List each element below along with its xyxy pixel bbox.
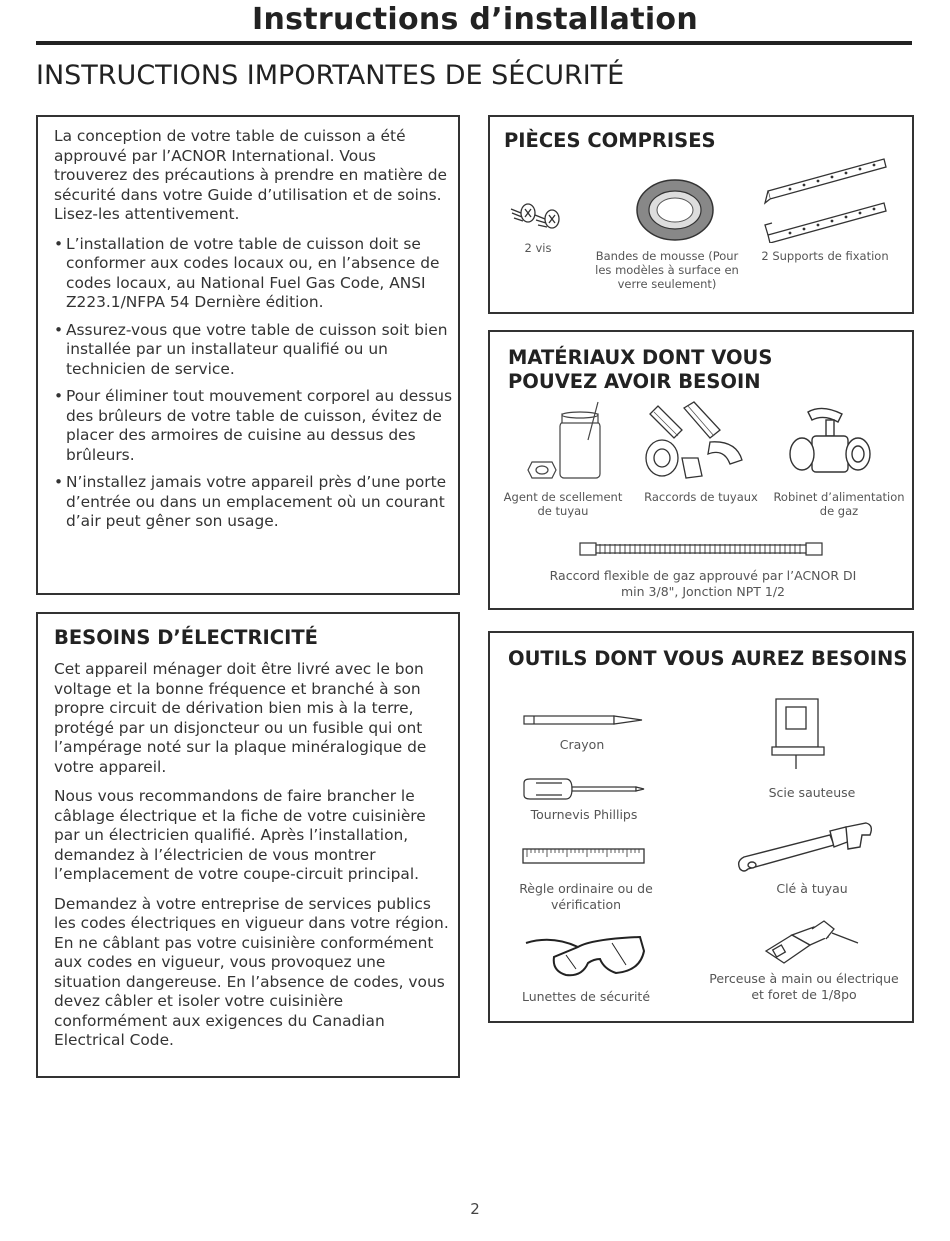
tools-title: OUTILS DONT VOUS AUREZ BESOINS [508, 647, 908, 670]
safety-bullet: • Assurez-vous que votre table de cuisson soit bien installée par un installateur qualifié ou un technicien de service. [54, 321, 454, 380]
wrench-caption: Clé à tuyau [776, 881, 848, 896]
pencil-caption: Crayon [559, 737, 605, 752]
ruler-illustration [522, 847, 646, 867]
parts-box [488, 115, 914, 314]
header-title: Instructions d’installation [251, 2, 698, 37]
tools-box [488, 631, 914, 1023]
parts-title: PIÈCES COMPRISES [504, 129, 716, 152]
pencil-illustration [522, 713, 646, 727]
screws-illustration [506, 195, 576, 245]
flex-connector-illustration [578, 537, 824, 561]
electricity-title: BESOINS D’ÉLECTRICITÉ [54, 626, 318, 649]
fittings-caption: Raccords de tuyaux [644, 490, 758, 504]
safety-bullet: • L’installation de votre table de cuisson doit se conformer aux codes locaux ou, en l’absence de codes locaux, au National Fuel Gas Code, ANSI Z223.1/NFPA 54 Dernière édition. [54, 235, 454, 313]
electricity-paragraph: Cet appareil ménager doit être livré avec le bon voltage et la bonne fréquence et branché à son propre circuit de dérivation bien mis à la terre, protégé par un disjoncteur ou un fusible qui ont l’ampérage noté sur la plaque minéralogique de votre appareil. [54, 660, 427, 776]
electricity-box [36, 612, 460, 1078]
safety-bullet: • Pour éliminer tout mouvement corporel au dessus des brûleurs de votre table de cuisson, évitez de placer des armoires de cuisine au dessus des brûleurs. [54, 387, 454, 465]
sealant-caption: Agent de scellement de tuyau [503, 490, 623, 518]
screwdriver-caption: Tournevis Phillips [530, 807, 638, 822]
foam-illustration [630, 175, 720, 245]
safety-glasses-illustration [522, 929, 650, 985]
valve-caption: Robinet d’alimentation de gaz [773, 490, 905, 518]
safety-box [36, 115, 460, 595]
screws-caption: 2 vis [524, 241, 552, 255]
electricity-paragraph: Nous vous recommandons de faire brancher le câblage électrique et la fiche de votre cuisinière par un électricien qualifié. Après l’installation, demandez à l’électricien de vous montrer l’emplacement de votre coupe-circuit principal. [54, 787, 426, 883]
header-rule [36, 41, 912, 45]
connector-caption: Raccord flexible de gaz approuvé par l’ACNOR DI min 3/8", Jonction NPT 1/2 [549, 568, 857, 599]
glasses-caption: Lunettes de sécurité [521, 989, 651, 1004]
ruler-caption: Règle ordinaire ou de vérification [519, 881, 653, 912]
jigsaw-illustration [766, 693, 836, 771]
safety-bullet: • N’installez jamais votre appareil près d’une porte d’entrée ou dans un emplacement où un courant d’air peut gêner son usage. [54, 473, 454, 532]
screwdriver-illustration [522, 777, 648, 801]
pipe-wrench-illustration [734, 821, 884, 879]
pipe-fittings-illustration [632, 398, 750, 490]
electricity-paragraph: Demandez à votre entreprise de services publics les codes électriques en vigueur dans votre région. En ne câblant pas votre cuisinière conformément aux codes en vigueur, vous provoquez une situation dangereuse. En l’absence de codes, vous devez câbler et isoler votre cuisinière conformément aux exigences du Canadian Electrical Code. [54, 894, 449, 1049]
materials-title: MATÉRIAUX DONT VOUS POUVEZ AVOIR BESOIN [508, 346, 773, 393]
safety-intro: La conception de votre table de cuisson a été approuvé par l’ACNOR International. Vous trouverez des précautions à prendre en matière de sécurité dans votre Guide d’utilisation et de soins. Lisez-les attentivement. [54, 127, 447, 223]
materials-box [488, 330, 914, 610]
drill-caption: Perceuse à main ou électrique et foret de 1/8po [709, 971, 899, 1002]
jigsaw-caption: Scie sauteuse [768, 785, 856, 800]
foam-caption: Bandes de mousse (Pour les modèles à surface en verre seulement) [595, 249, 739, 291]
gas-valve-illustration [782, 404, 882, 486]
drill-illustration [752, 917, 862, 971]
page-number: 2 [470, 1200, 480, 1218]
safety-bullet-list [54, 235, 454, 532]
brackets-illustration [760, 153, 892, 243]
sealant-jar-illustration [502, 400, 612, 486]
main-heading: INSTRUCTIONS IMPORTANTES DE SÉCURITÉ [36, 60, 625, 91]
brackets-caption: 2 Supports de fixation [761, 249, 889, 263]
